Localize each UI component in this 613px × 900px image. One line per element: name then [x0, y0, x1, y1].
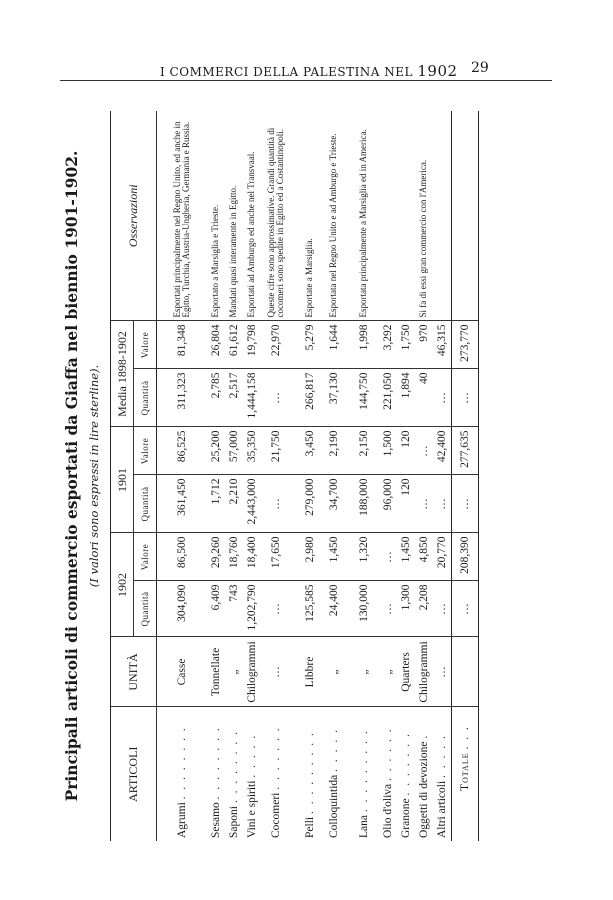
total-label: Totale — [459, 752, 471, 791]
row-valore-1902: … — [379, 533, 397, 581]
row-quantita-media: 2,517 — [225, 369, 243, 427]
row-valore-1902: 18,760 — [225, 533, 243, 581]
row-quantita-1902: … — [379, 581, 397, 637]
row-unita: „ — [319, 637, 349, 707]
row-valore-1901: 25,200 — [207, 427, 225, 475]
row-quantita-1901: 120 — [397, 475, 415, 533]
row-quantita-1901: 188,000 — [349, 475, 379, 533]
row-leader: . . . . . . . . . — [358, 729, 370, 813]
row-quantita-1901: 361,450 — [167, 475, 197, 533]
row-valore-1902: 20,770 — [433, 533, 452, 581]
table-row — [319, 111, 349, 841]
row-leader: . . . . . . . . . — [304, 731, 316, 815]
row-osservazioni: Queste cifre sono approssimative. Grandi quantità di cocomeri sono spedite in Egitto ed a Costantinopoli. — [261, 111, 291, 321]
row-unita: Casse — [167, 637, 197, 707]
row-articolo: Olio d'oliva — [382, 783, 394, 838]
row-articolo: Altri articoli — [436, 780, 448, 838]
header-quantita-media: Quantità — [134, 369, 157, 427]
row-valore-media: 19,798 — [243, 321, 261, 369]
row-quantita-1902: 2,208 — [415, 581, 433, 637]
row-leader: . . . . . . . — [400, 732, 412, 796]
table-row — [261, 111, 291, 841]
row-quantita-media: 1,894 — [397, 369, 415, 427]
row-unita: … — [433, 637, 452, 707]
row-quantita-media: … — [261, 369, 291, 427]
row-valore-media: 3,292 — [379, 321, 397, 369]
row-quantita-1902: 743 — [225, 581, 243, 637]
page-number: 29 — [471, 60, 489, 76]
row-valore-1901: 35,350 — [243, 427, 261, 475]
row-articolo: Pelli — [304, 816, 316, 838]
table-row — [243, 111, 261, 841]
total-valore-media: 273,770 — [452, 321, 479, 369]
row-quantita-media: 266,817 — [301, 369, 319, 427]
row-osservazioni: Mandati quasi interamente in Egitto. — [225, 111, 243, 321]
row-valore-1901: 86,525 — [167, 427, 197, 475]
row-unita: Libbre — [301, 637, 319, 707]
row-valore-media: 1,998 — [349, 321, 379, 369]
row-valore-media: 46,315 — [433, 321, 452, 369]
row-quantita-1901: 1,712 — [207, 475, 225, 533]
row-articolo: Vini e spiriti — [246, 780, 258, 838]
table-row — [397, 111, 415, 841]
running-title: I COMMERCI DELLA PALESTINA NEL — [160, 65, 414, 79]
row-quantita-1902: 24,400 — [319, 581, 349, 637]
row-valore-1902: 1,450 — [397, 533, 415, 581]
row-osservazioni — [433, 111, 452, 321]
header-unita: UNITÀ — [111, 637, 157, 707]
row-valore-media: 22,970 — [261, 321, 291, 369]
row-quantita-media: 221,050 — [379, 369, 397, 427]
table-row — [349, 111, 379, 841]
table-body — [157, 111, 479, 841]
row-quantita-1901: … — [415, 475, 433, 533]
row-osservazioni: Esportata nel Regno Unito e ad Amburgo e Trieste. — [319, 111, 349, 321]
header-valore-media: Valore — [134, 321, 157, 369]
running-header — [160, 62, 458, 80]
row-osservazioni: Esportata principalmente a Marsiglia ed in America. — [349, 111, 379, 321]
total-leader: . . . — [459, 725, 471, 750]
total-row — [452, 111, 479, 841]
row-articolo: Oggetti di devozione — [418, 741, 430, 838]
row-articolo: Sesamo — [210, 802, 222, 838]
row-unita: Tonnellate — [207, 637, 225, 707]
row-osservazioni: Si fa di essi gran commercio con l'America. — [415, 111, 433, 321]
table-row — [379, 111, 397, 841]
total-valore-1901: 277,635 — [452, 427, 479, 475]
row-valore-1902: 17,650 — [261, 533, 291, 581]
row-leader: . . . . . . — [382, 727, 394, 781]
row-quantita-media: 144,750 — [349, 369, 379, 427]
row-valore-1901: 1,500 — [379, 427, 397, 475]
row-quantita-1902: 6,409 — [207, 581, 225, 637]
header-year-1902: 1902 — [111, 533, 134, 637]
row-articolo: Colloquintida — [328, 774, 340, 838]
total-valore-1902: 208,390 — [452, 533, 479, 581]
row-valore-1901: 2,190 — [319, 427, 349, 475]
row-quantita-1901: 279,000 — [301, 475, 319, 533]
header-osservazioni: Osservazioni — [111, 111, 157, 321]
row-quantita-1901: … — [433, 475, 452, 533]
row-articolo: Agrumi — [176, 802, 188, 838]
header-media: Media 1898-1902 — [111, 321, 134, 427]
row-leader: . . . . . . . . — [176, 726, 188, 800]
row-osservazioni — [379, 111, 397, 321]
table-row — [415, 111, 433, 841]
row-valore-media: 1,750 — [397, 321, 415, 369]
row-valore-1901: … — [415, 427, 433, 475]
table-header — [111, 111, 157, 841]
row-quantita-1901: 2,210 — [225, 475, 243, 533]
row-valore-1902: 86,500 — [167, 533, 197, 581]
row-quantita-1901: 34,700 — [319, 475, 349, 533]
row-quantita-1902: 130,000 — [349, 581, 379, 637]
page-subtitle: (I valori sono espressi in lire sterline). — [87, 364, 101, 588]
row-valore-1902: 29,260 — [207, 533, 225, 581]
row-osservazioni — [397, 111, 415, 321]
header-quantita-1902: Quantità — [134, 581, 157, 637]
row-leader: . . . . . . . . — [228, 730, 240, 804]
row-quantita-media: 1,444,158 — [243, 369, 261, 427]
row-quantita-1902: … — [261, 581, 291, 637]
header-articoli: ARTICOLI — [111, 707, 157, 841]
row-valore-1901: 42,400 — [433, 427, 452, 475]
row-valore-1901: 21,750 — [261, 427, 291, 475]
row-unita: Chilogrammi — [415, 637, 433, 707]
header-rule — [60, 80, 552, 81]
row-osservazioni: Esportato a Marsiglia e Trieste. — [207, 111, 225, 321]
row-valore-media: 61,612 — [225, 321, 243, 369]
total-osservazioni — [452, 111, 479, 321]
row-quantita-1902: 125,585 — [301, 581, 319, 637]
row-quantita-1901: 96,000 — [379, 475, 397, 533]
row-quantita-media: … — [433, 369, 452, 427]
row-quantita-media: 40 — [415, 369, 433, 427]
running-year: 1902 — [417, 62, 458, 80]
export-table — [110, 111, 479, 841]
row-quantita-1901: … — [261, 475, 291, 533]
row-valore-1901: 57,000 — [225, 427, 243, 475]
row-valore-media: 26,804 — [207, 321, 225, 369]
header-quantita-1901: Quantità — [134, 475, 157, 533]
row-valore-1902: 1,450 — [319, 533, 349, 581]
table-row — [225, 111, 243, 841]
row-leader: . . . . . — [246, 733, 258, 778]
row-quantita-1902: 304,090 — [167, 581, 197, 637]
total-quantita-1901: … — [452, 475, 479, 533]
row-articolo: Granone — [400, 798, 412, 838]
row-unita: … — [261, 637, 291, 707]
row-quantita-media: 2,785 — [207, 369, 225, 427]
row-osservazioni: Esportate a Marsiglia. — [301, 111, 319, 321]
row-leader: . . . . . — [436, 734, 448, 778]
table-row — [433, 111, 452, 841]
row-articolo: Cocomeri — [270, 792, 282, 838]
row-quantita-media: 311,323 — [167, 369, 197, 427]
row-unita: Quarters — [397, 637, 415, 707]
header-valore-1901: Valore — [134, 427, 157, 475]
row-quantita-media: 37,130 — [319, 369, 349, 427]
page-title: Principali articoli di commercio esportati da Giaffa nel biennio 1901-1902. — [62, 150, 81, 802]
row-valore-1901: 120 — [397, 427, 415, 475]
row-osservazioni: Esportati ad Amburgo ed anche nel Transvaal. — [243, 111, 261, 321]
row-unita: „ — [349, 637, 379, 707]
row-valore-1902: 1,320 — [349, 533, 379, 581]
row-articolo: Saponi — [228, 806, 240, 838]
row-valore-media: 970 — [415, 321, 433, 369]
table-row — [167, 111, 197, 841]
row-valore-1902: 2,980 — [301, 533, 319, 581]
row-valore-1901: 2,150 — [349, 427, 379, 475]
row-valore-media: 1,644 — [319, 321, 349, 369]
row-valore-1902: 18,400 — [243, 533, 261, 581]
header-year-1901: 1901 — [111, 427, 134, 533]
row-valore-media: 81,348 — [167, 321, 197, 369]
total-quantita-media: … — [452, 369, 479, 427]
row-articolo: Lana — [358, 815, 370, 838]
table-row — [301, 111, 319, 841]
row-quantita-1902: 1,202,790 — [243, 581, 261, 637]
row-leader: . . . . . . . . — [210, 726, 222, 800]
rotated-page-body — [62, 111, 506, 841]
row-unita: Chilogrammi — [243, 637, 261, 707]
row-unita: „ — [225, 637, 243, 707]
total-quantita-1902: … — [452, 581, 479, 637]
row-leader: . . . . . . . — [270, 726, 282, 790]
row-valore-media: 5,279 — [301, 321, 319, 369]
row-valore-1901: 3,450 — [301, 427, 319, 475]
row-leader: . — [418, 733, 430, 739]
table-row — [207, 111, 225, 841]
row-quantita-1901: 2,443,000 — [243, 475, 261, 533]
total-unita — [452, 637, 479, 707]
row-valore-1902: 4,850 — [415, 533, 433, 581]
row-unita: „ — [379, 637, 397, 707]
row-quantita-1902: … — [433, 581, 452, 637]
header-valore-1902: Valore — [134, 533, 157, 581]
row-quantita-1902: 1,300 — [397, 581, 415, 637]
row-osservazioni: Esportati principalmente nel Regno Unito, ed anche in Egitto, Turchia, Austria-Ungheria, Germania e Russia. — [167, 111, 197, 321]
row-leader: . . . . . — [328, 728, 340, 772]
